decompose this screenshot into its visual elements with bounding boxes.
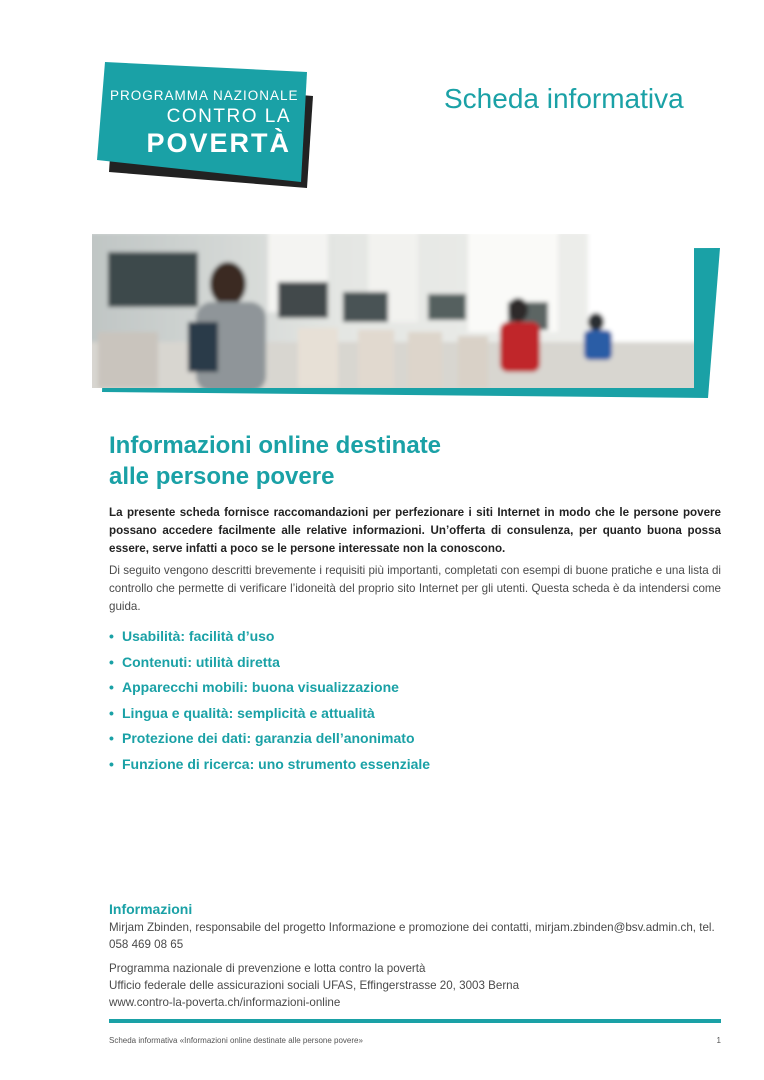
- footer-divider: [109, 1019, 721, 1023]
- bullet-icon: •: [109, 755, 114, 772]
- address-line: Ufficio federale delle assicurazioni sociali UFAS, Effingerstrasse 20, 3003 Berna: [109, 979, 520, 992]
- bullet-icon: •: [109, 704, 114, 721]
- list-item: [109, 726, 430, 752]
- footer-text: Scheda informativa «Informazioni online destinate alle persone povere»: [109, 1036, 363, 1045]
- address-block: [109, 960, 721, 1011]
- list-item: [109, 675, 430, 701]
- topic-label: Apparecchi mobili: buona visualizzazione: [122, 679, 399, 695]
- topic-label: Funzione di ricerca: uno strumento essenziale: [122, 755, 431, 772]
- page-number: 1: [716, 1036, 721, 1045]
- bullet-icon: •: [109, 730, 114, 746]
- list-item: [109, 650, 430, 676]
- topic-label: Lingua e qualità: semplicità e attualità: [122, 704, 375, 721]
- logo-text-line2: CONTRO LA: [166, 106, 291, 127]
- website-link[interactable]: www.contro-la-poverta.ch/informazioni-online: [109, 996, 341, 1009]
- program-logo: [95, 60, 315, 190]
- contact-text: Mirjam Zbinden, responsabile del progetto Informazione e promozione dei contatti, mirjam.zbinden@bsv.admin.ch, tel. 058 469 08 65: [109, 921, 715, 951]
- list-item: [109, 624, 430, 650]
- topic-label: Usabilità: facilità d’uso: [122, 628, 275, 644]
- list-item: [109, 701, 430, 727]
- address-line: Programma nazionale di prevenzione e lotta contro la povertà: [109, 962, 426, 975]
- hero-photo: [88, 232, 720, 402]
- lead-paragraph: La presente scheda fornisce raccomandazioni per perfezionare i siti Internet in modo che le persone povere possano accedere facilmente alle relative informazioni. Un’offerta di consulenza, per quanto buona possa essere, serve infatti a poco se le persone interessate non la conoscono.: [109, 506, 721, 555]
- logo-text-line1: PROGRAMMA NAZIONALE: [110, 88, 299, 103]
- topic-list: [109, 624, 430, 777]
- bullet-icon: •: [109, 679, 114, 695]
- topic-label: Contenuti: utilità diretta: [122, 653, 280, 670]
- info-heading: Informazioni: [109, 901, 193, 917]
- document-type-label: Scheda informativa: [444, 83, 684, 114]
- body-paragraph: Di seguito vengono descritti brevemente i requisiti più importanti, completati con esempi di buone pratiche e una lista di controllo che permette di verificare l’idoneità del proprio sito Internet per gli utenti. Questa scheda è da intendersi come guida.: [109, 564, 721, 613]
- topic-label: Protezione dei dati: garanzia dell’anonimato: [122, 730, 415, 746]
- logo-text-line3: POVERTÀ: [146, 128, 291, 158]
- list-item: [109, 752, 430, 778]
- document-title-line2: alle persone povere: [109, 463, 335, 490]
- bullet-icon: •: [109, 628, 114, 644]
- bullet-icon: •: [109, 653, 114, 670]
- document-title: [109, 430, 669, 492]
- document-title-line1: Informazioni online destinate: [109, 432, 442, 459]
